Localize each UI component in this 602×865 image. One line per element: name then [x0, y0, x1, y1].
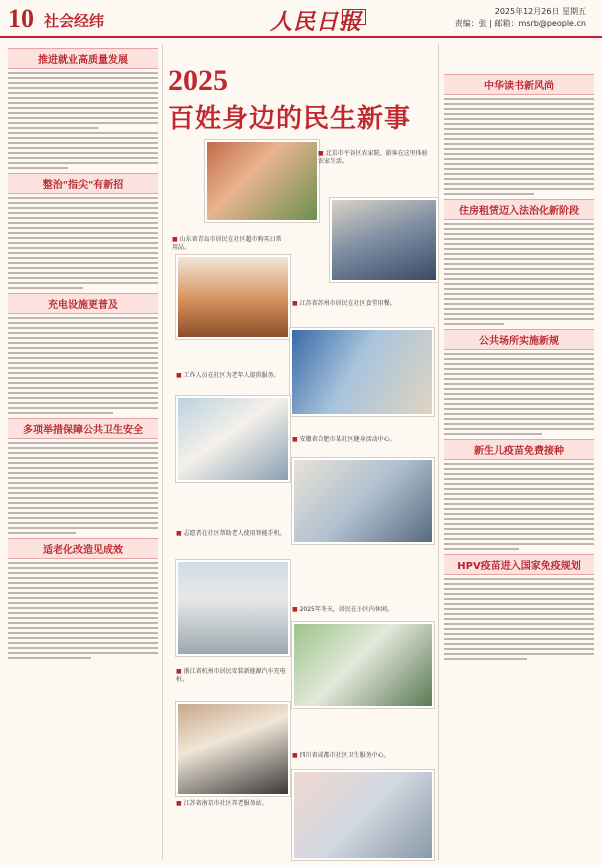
article-text [8, 197, 158, 289]
photo-caption: ■ 安徽省合肥市某社区健身活动中心。 [292, 436, 396, 443]
header-meta [455, 6, 586, 30]
photo-ev-charging [292, 622, 434, 708]
photo-fitness [176, 396, 290, 482]
photo-health-center [176, 702, 290, 796]
photo-canteen [176, 255, 290, 339]
subheading: 推进就业高质量发展 [8, 48, 158, 69]
subheading: 多项举措保障公共卫生安全 [8, 418, 158, 439]
photo-caption: ■ 山东省青岛市居民在社区超市购买日常用品。 [172, 236, 282, 251]
photo-caption: ■ 工作人员在社区为老年人提供服务。 [176, 372, 280, 379]
column-divider [162, 44, 163, 860]
photo-smartphone-help [292, 458, 434, 544]
article-text [444, 98, 594, 195]
photo-caption: ■ 江苏省苏州市居民在社区食堂用餐。 [292, 300, 396, 307]
column-divider [438, 44, 439, 860]
subheading: 公共场所实施新规 [444, 329, 594, 350]
subheading: 新生儿疫苗免费接种 [444, 439, 594, 460]
page-header [0, 0, 602, 40]
editors: 责编：张 | 邮箱：msrb@people.cn [454, 19, 586, 28]
feature-title: 百姓身边的民生新事 [168, 104, 412, 134]
article-text [8, 562, 158, 659]
photo-elderly-care [292, 770, 434, 860]
photo-caption: ■ 北京市平谷区农家院，游客在这里体验农家生活。 [318, 150, 428, 165]
left-column [8, 44, 158, 860]
subheading: 适老化改造见成效 [8, 538, 158, 559]
feature-year: 2025 [168, 64, 228, 97]
article-text [8, 442, 158, 534]
right-column [444, 70, 594, 860]
photo-community-service [290, 328, 434, 416]
subheading: 住房租赁迈入法治化新阶段 [444, 199, 594, 220]
subheading: 充电设施更普及 [8, 293, 158, 314]
header-rule [0, 36, 602, 38]
article-text [444, 223, 594, 325]
article-text [444, 463, 594, 550]
photo-caption: ■ 江苏省南京市社区养老服务站。 [176, 800, 268, 807]
subheading: 整治"指尖"有新招 [8, 173, 158, 194]
photo-supermarket [330, 198, 438, 282]
page-number: 10 [8, 4, 34, 33]
photo-residential [176, 560, 290, 656]
article-text [8, 317, 158, 414]
newspaper-logo: 人民日报 [270, 9, 363, 35]
photo-farmhouse [205, 140, 319, 222]
article-text [444, 353, 594, 435]
logo-box [342, 9, 366, 25]
photo-caption: ■ 志愿者在社区帮助老人使用智能手机。 [176, 530, 286, 537]
subheading: HPV疫苗进入国家免疫规划 [444, 554, 594, 575]
article-text [444, 578, 594, 660]
article-text [8, 72, 158, 169]
photo-caption: ■ 浙江省杭州市居民安装新能源汽车充电桩。 [176, 668, 286, 683]
issue-date: 2025年12月26日 星期五 [494, 7, 586, 16]
photo-caption: ■ 四川省成都市社区卫生服务中心。 [292, 752, 390, 759]
photo-caption: ■ 2025年冬天，居民在小区内休闲。 [292, 606, 393, 613]
section-name: 社会经纬 [44, 12, 105, 30]
subheading: 中华读书新风尚 [444, 74, 594, 95]
